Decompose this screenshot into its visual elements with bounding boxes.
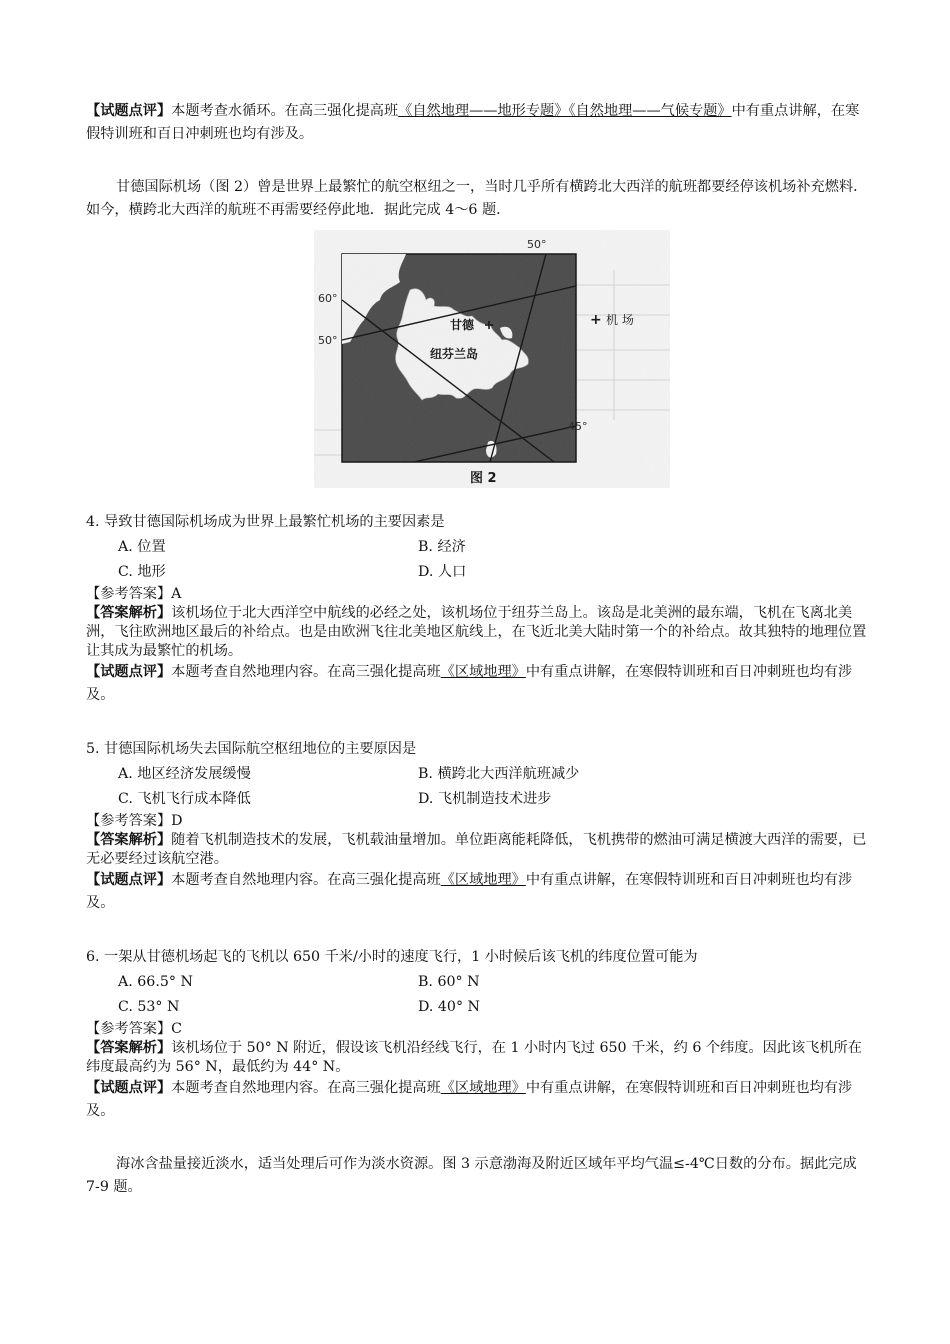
legend-label: 机 场 (606, 313, 634, 327)
reference-answer: 【参考答案】D (86, 813, 183, 829)
option-d: D. 飞机制造技术进步 (418, 791, 552, 807)
question-6 (86, 945, 870, 1123)
intro-review: 【试题点评】本题考查水循环。在高三强化提高班《自然地理——地形专题》《自然地理——气候专题》中有重点讲解，在寒假特训班和百日冲刺班也均有涉及。 (86, 103, 860, 142)
options-row (86, 535, 870, 560)
document-page (86, 100, 870, 1199)
options-row (86, 970, 870, 995)
map-figure (314, 230, 670, 488)
question-stem: 4. 导致甘德国际机场成为世界上最繁忙机场的主要因素是 (86, 514, 445, 530)
options-row (86, 787, 870, 812)
answer-analysis: 【答案解析】该机场位于 50° N 附近，假设该飞机沿经线飞行，在 1 小时内飞过 650 千米，约 6 个纬度。因此该飞机所在纬度最高约为 56° N，最低约为 44° N。 (86, 1040, 862, 1075)
options-row (86, 995, 870, 1020)
options-row (86, 560, 870, 585)
passage-2: 海冰含盐量接近淡水，适当处理后可作为淡水资源。图 3 示意渤海及附近区域年平均气温≤-4℃日数的分布。据此完成 7-9 题。 (86, 1156, 857, 1195)
question-review: 【试题点评】本题考查自然地理内容。在高三强化提高班《区域地理》中有重点讲解，在寒假特训班和百日冲刺班也均有涉及。 (86, 664, 853, 703)
answer-analysis: 【答案解析】该机场位于北大西洋空中航线的必经之处，该机场位于纽芬兰岛上。该岛是北美洲的最东端，飞机在飞离北美洲，飞往欧洲地区最后的补给点。也是由欧洲飞往北美地区航线上，在飞近北美大陆时第一个的补给点。故其独特的地理位置让其成为最繁忙的机场。 (86, 605, 867, 659)
options-row (86, 762, 870, 787)
option-c: C. 地形 (118, 564, 166, 580)
course-link: 《自然地理——地形专题》 (398, 103, 569, 119)
label-lat-45: 45° (568, 420, 588, 433)
reference-answer: 【参考答案】A (86, 586, 182, 602)
question-4 (86, 510, 870, 707)
question-review: 【试题点评】本题考查自然地理内容。在高三强化提高班《区域地理》中有重点讲解，在寒假特训班和百日冲刺班也均有涉及。 (86, 1080, 853, 1119)
option-d: D. 人口 (418, 564, 467, 580)
newfoundland-map (314, 230, 670, 488)
option-c: C. 飞机飞行成本降低 (118, 791, 251, 807)
option-c: C. 53° N (118, 999, 180, 1015)
label-lon-50: 50° (318, 334, 338, 347)
answer-analysis: 【答案解析】随着飞机制造技术的发展，飞机载油量增加。单位距离能耗降低，飞机携带的燃油可满足横渡大西洋的需要，已无必要经过该航空港。 (86, 832, 867, 867)
passage-1: 甘德国际机场（图 2）曾是世界上最繁忙的航空枢纽之一，当时几乎所有横跨北大西洋的航班都要经停该机场补充燃料．如今，横跨北大西洋的航班不再需要经停此地．据此完成 4～6 题． (86, 179, 868, 218)
option-b: B. 60° N (418, 974, 480, 990)
question-stem: 6. 一架从甘德机场起飞的飞机以 650 千米/小时的速度飞行，1 小时候后该飞机的纬度位置可能为 (86, 949, 698, 965)
label-gander: 甘德 (450, 318, 475, 332)
option-a: A. 地区经济发展缓慢 (118, 766, 251, 782)
question-stem: 5. 甘德国际机场失去国际航空枢纽地位的主要原因是 (86, 741, 417, 757)
option-a: A. 位置 (118, 539, 166, 555)
label-lon-60: 60° (318, 292, 338, 305)
question-review: 【试题点评】本题考查自然地理内容。在高三强化提高班《区域地理》中有重点讲解，在寒假特训班和百日冲刺班也均有涉及。 (86, 872, 853, 911)
option-a: A. 66.5° N (118, 974, 193, 990)
reference-answer: 【参考答案】C (86, 1021, 182, 1037)
course-link: 《自然地理——气候专题》 (568, 103, 732, 119)
legend-symbol: + (590, 312, 602, 328)
option-d: D. 40° N (418, 999, 480, 1015)
label-newfoundland: 纽芬兰岛 (430, 347, 479, 361)
label-lat-50-top: 50° (527, 238, 547, 251)
question-5 (86, 737, 870, 915)
option-b: B. 横跨北大西洋航班减少 (418, 766, 580, 782)
option-b: B. 经济 (418, 539, 466, 555)
figure-caption: 图 2 (470, 471, 497, 486)
